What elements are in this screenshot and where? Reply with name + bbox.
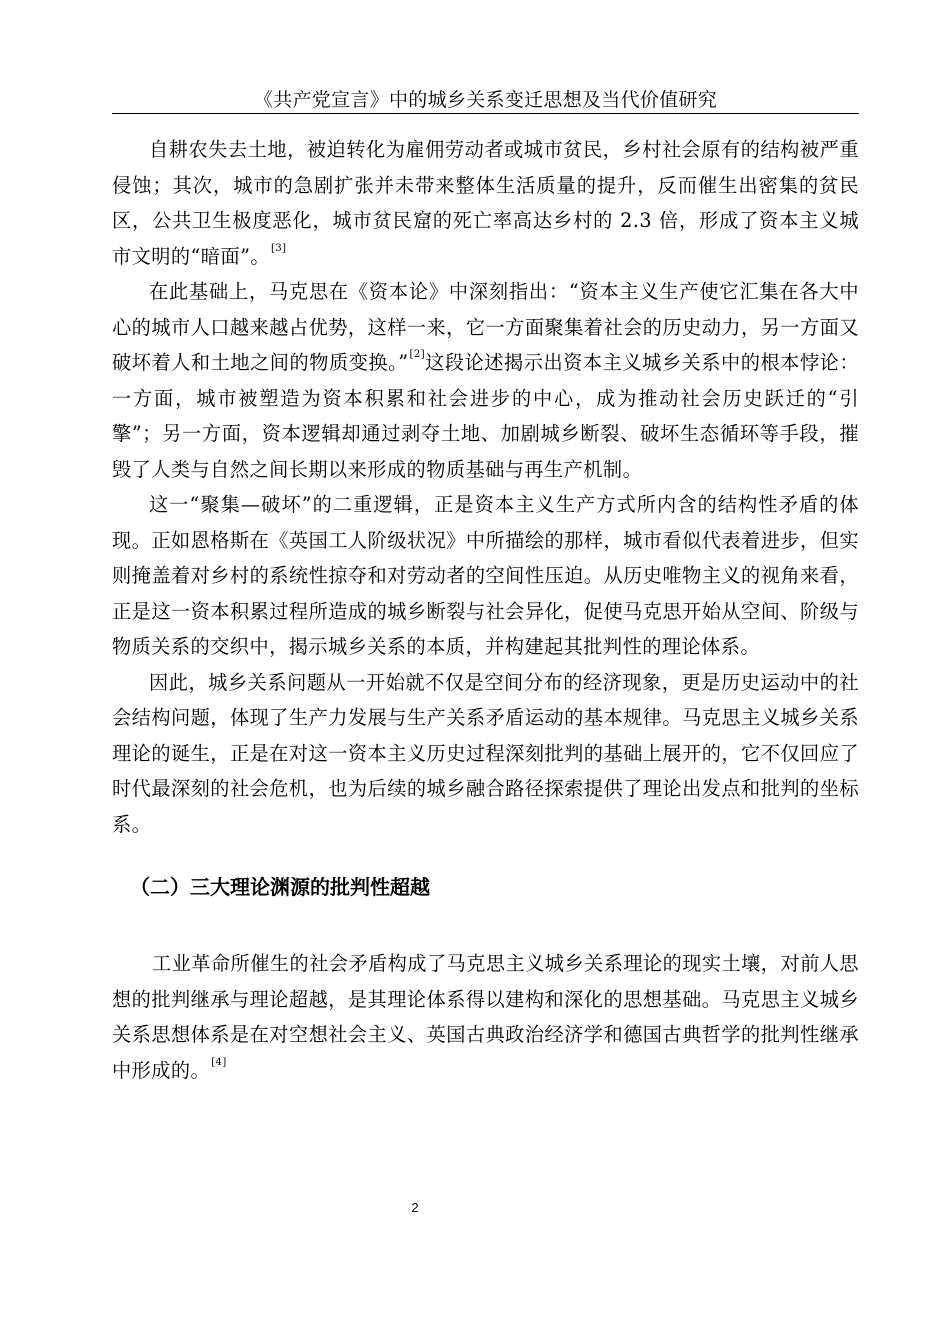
paragraph-2-text-a: 在此基础上，马克思在《资本论》中深刻指出：“资本主义生产使它汇集在各大中心的城市人口越来越占优势，这样一来，它一方面聚集着社会的历史动力，另一方面又破坏着人和土地之间的物质变换。” (112, 280, 859, 374)
citation-4[interactable]: [4] (211, 1056, 227, 1068)
citation-2[interactable]: [2] (409, 349, 426, 360)
header-rule (112, 113, 859, 114)
section-1-body (112, 132, 859, 842)
paragraph-5 (112, 946, 859, 1088)
paragraph-1-text: 自耕农失去土地，被迫转化为雇佣劳动者或城市贫民，乡村社会原有的结构被严重侵蚀；其次，城市的急剧扩张并未带来整体生活质量的提升，反而催生出密集的贫民区，公共卫生极度恶化，城市贫民窟的死亡率高达乡村的 2.3 倍，形成了资本主义城市文明的“暗面”。 (112, 138, 859, 268)
paragraph-2 (112, 274, 859, 487)
running-header: 《共产党宣言》中的城乡关系变迁思想及当代价值研究 (253, 89, 718, 111)
page-number: 2 (411, 1200, 419, 1215)
paragraph-5-text: 工业革命所催生的社会矛盾构成了马克思主义城乡关系理论的现实土壤，对前人思想的批判继承与理论超越，是其理论体系得以建构和深化的思想基础。马克思主义城乡关系思想体系是在对空想社会主义、英国古典政治经济学和德国古典哲学的批判性继承中形成的。 (112, 952, 859, 1082)
section-2-body (112, 946, 859, 1088)
paragraph-3: 这一“聚集—破坏”的二重逻辑，正是资本主义生产方式所内含的结构性矛盾的体现。正如恩格斯在《英国工人阶级状况》中所描绘的那样，城市看似代表着进步，但实则掩盖着对乡村的系统性掠夺和对劳动者的空间性压迫。从历史唯物主义的视角来看，正是这一资本积累过程所造成的城乡断裂与社会异化，促使马克思开始从空间、阶级与物质关系的交织中，揭示城乡关系的本质，并构建起其批判性的理论体系。 (112, 493, 859, 658)
paragraph-1 (112, 132, 859, 274)
paragraph-4: 因此，城乡关系问题从一开始就不仅是空间分布的经济现象，更是历史运动中的社会结构问题，体现了生产力发展与生产关系矛盾运动的基本规律。马克思主义城乡关系理论的诞生，正是在对这一资本主义历史过程深刻批判的基础上展开的，它不仅回应了时代最深刻的社会危机，也为后续的城乡融合路径探索提供了理论出发点和批判的坐标系。 (112, 670, 859, 836)
section-heading: （二）三大理论渊源的批判性超越 (130, 875, 430, 899)
citation-3[interactable]: [3] (270, 242, 287, 254)
paragraph-2-text-b: 这段论述揭示出资本主义城乡关系中的根本悖论：一方面，城市被塑造为资本积累和社会进步的中心，成为推动社会历史跃迁的“引擎”；另一方面，资本逻辑却通过剥夺土地、加剧城乡断裂、破坏生态循环等手段，摧毁了人类与自然之间长期以来形成的物质基础与再生产机制。 (112, 351, 859, 481)
